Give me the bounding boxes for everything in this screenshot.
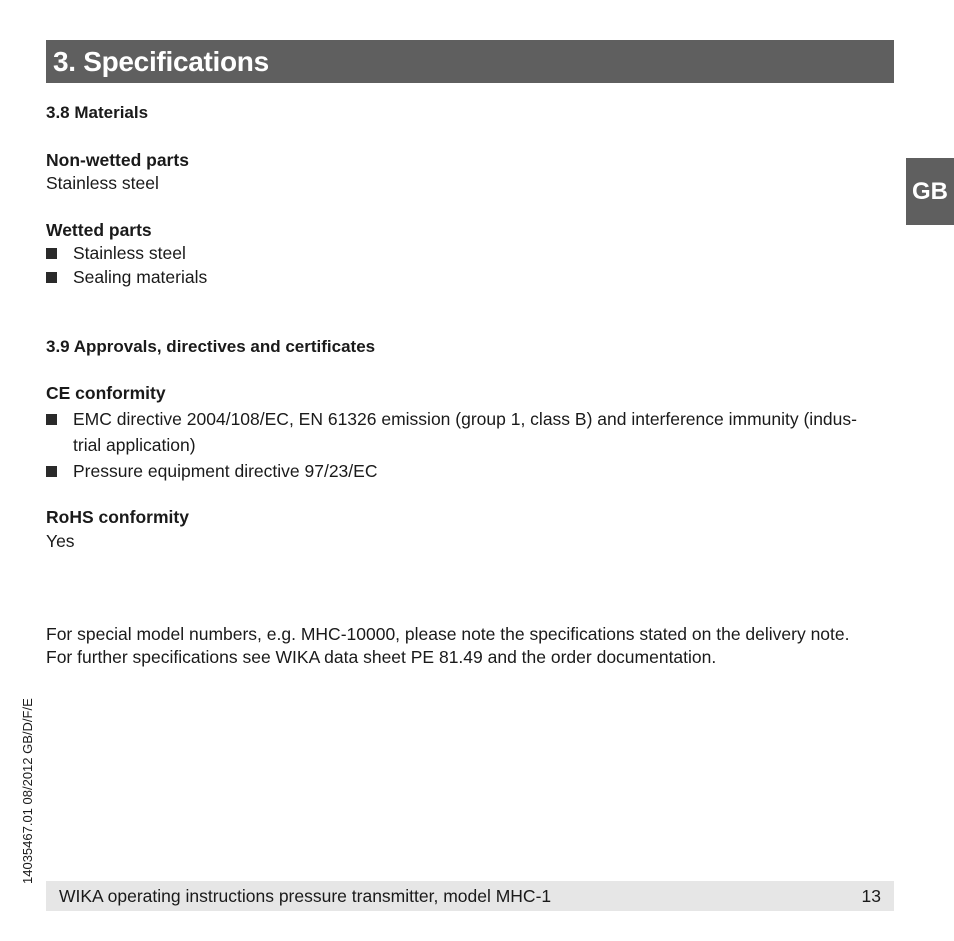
bullet-icon	[46, 272, 57, 283]
wetted-item: Sealing materials	[73, 267, 208, 287]
rohs-conformity-label: RoHS conformity	[46, 507, 189, 527]
ce-conformity-label: CE conformity	[46, 383, 166, 403]
footer-text: WIKA operating instructions pressure transmitter, model MHC-1	[59, 885, 552, 906]
note-line-1: For special model numbers, e.g. MHC-10000, please note the specifications stated on the delivery note.	[46, 624, 850, 644]
bullet-icon	[46, 414, 57, 425]
bullet-icon	[46, 466, 57, 477]
page-number: 13	[861, 885, 881, 906]
ce-item-emc-line2: trial application)	[73, 435, 196, 455]
ce-item-pressure: Pressure equipment directive 97/23/EC	[73, 461, 378, 481]
section-header-bar	[46, 40, 894, 83]
footer-bar	[46, 881, 894, 911]
rohs-conformity-value: Yes	[46, 531, 75, 551]
wetted-item: Stainless steel	[73, 243, 186, 263]
page-title: 3. Specifications	[53, 45, 269, 77]
non-wetted-value: Stainless steel	[46, 173, 159, 193]
ce-item-emc-line1: EMC directive 2004/108/EC, EN 61326 emission (group 1, class B) and interference immunity (indus-	[73, 409, 857, 429]
language-tab: GB	[906, 158, 954, 225]
approvals-heading: 3.9 Approvals, directives and certificates	[46, 337, 376, 356]
materials-heading: 3.8 Materials	[46, 103, 149, 122]
note-line-2: For further specifications see WIKA data sheet PE 81.49 and the order documentation.	[46, 647, 717, 667]
non-wetted-label: Non-wetted parts	[46, 150, 189, 170]
bullet-icon	[46, 248, 57, 259]
document-reference: 14035467.01 08/2012 GB/D/F/E	[20, 698, 35, 884]
wetted-label: Wetted parts	[46, 220, 152, 240]
